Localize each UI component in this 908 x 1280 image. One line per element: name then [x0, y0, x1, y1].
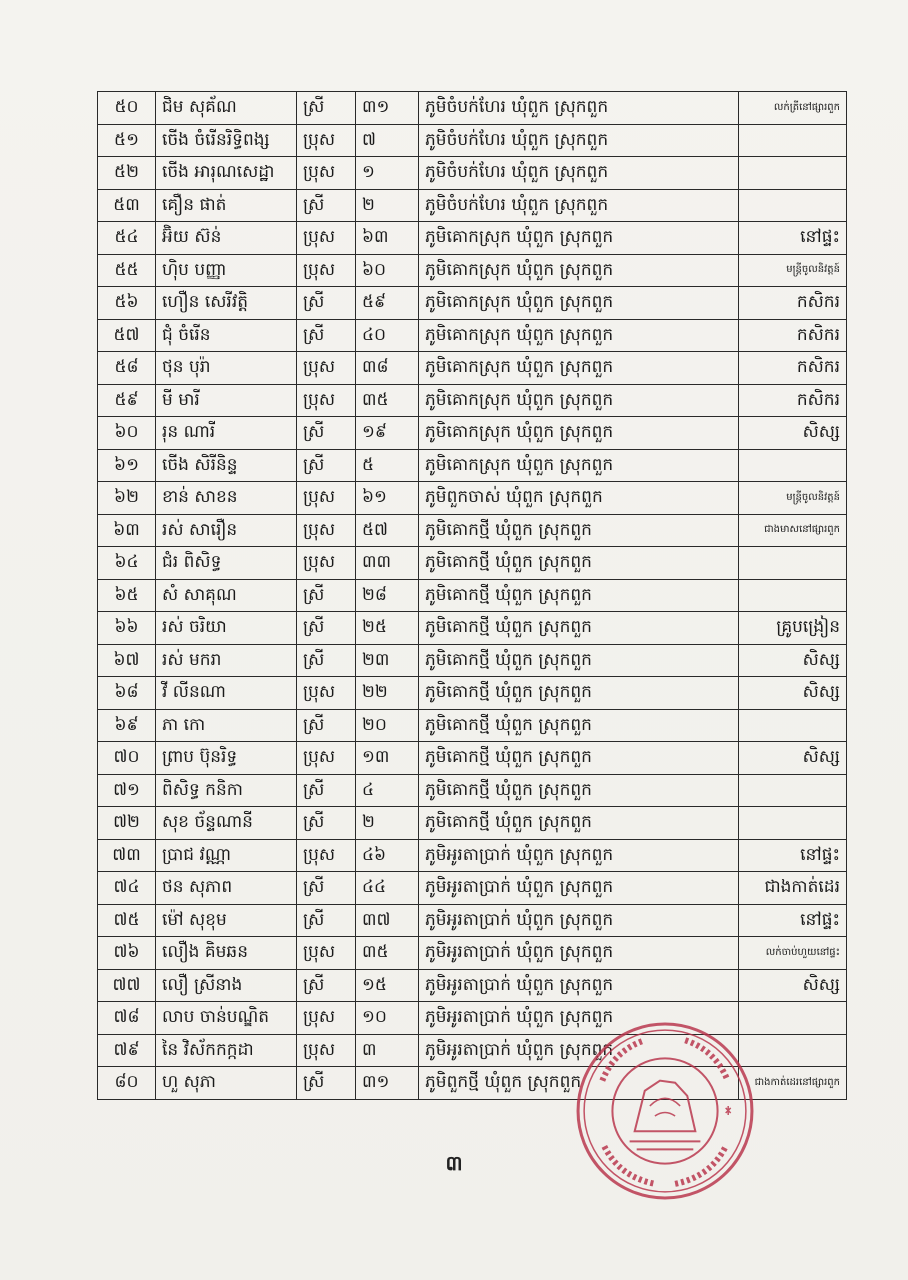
person-occupation: មន្ត្រីចូលនិវត្តន៍ — [739, 254, 847, 287]
row-number: ៧៦ — [98, 937, 156, 970]
person-address: ភូមិអូរតាប្រាក់ ឃុំពួក ស្រុកពួក — [419, 839, 739, 872]
person-age: ៣៥ — [356, 384, 419, 417]
person-address: ភូមិអូរតាប្រាក់ ឃុំពួក ស្រុកពួក — [419, 1034, 739, 1067]
person-name: ភា កោ — [156, 709, 297, 742]
person-name: ខាន់ សាខន — [156, 482, 297, 515]
person-sex: ស្រី — [297, 579, 356, 612]
person-age: ៦៣ — [356, 222, 419, 255]
table-row — [98, 709, 847, 742]
table-row — [98, 677, 847, 710]
row-number: ៦០ — [98, 417, 156, 450]
person-sex: ស្រី — [297, 449, 356, 482]
person-occupation: កសិករ — [739, 352, 847, 385]
person-name: លឿ ស្រីនាង — [156, 969, 297, 1002]
person-occupation: សិស្ស — [739, 417, 847, 450]
person-occupation — [739, 1002, 847, 1035]
person-age: ២៥ — [356, 612, 419, 645]
row-number: ៦៨ — [98, 677, 156, 710]
person-age: ២២ — [356, 677, 419, 710]
row-number: ៥៣ — [98, 189, 156, 222]
person-address: ភូមិគោកស្រុក ឃុំពួក ស្រុកពួក — [419, 352, 739, 385]
person-name: ចើង អារុណសេដ្ឋា — [156, 157, 297, 190]
person-age: ១ — [356, 157, 419, 190]
person-address: ភូមិគោកស្រុក ឃុំពួក ស្រុកពួក — [419, 449, 739, 482]
person-sex: ប្រុស — [297, 124, 356, 157]
person-occupation: លក់ត្រីនៅផ្សារពួក — [739, 92, 847, 125]
person-age: ១៥ — [356, 969, 419, 1002]
table-row — [98, 124, 847, 157]
person-occupation — [739, 124, 847, 157]
person-sex: ប្រុស — [297, 1002, 356, 1035]
person-address: ភូមិគោកថ្មី ឃុំពួក ស្រុកពួក — [419, 514, 739, 547]
row-number: ៥៩ — [98, 384, 156, 417]
person-address: ភូមិគោកស្រុក ឃុំពួក ស្រុកពួក — [419, 287, 739, 320]
person-name: នៃ វិស័កកក្កដា — [156, 1034, 297, 1067]
person-sex: ស្រី — [297, 1067, 356, 1100]
table-row — [98, 482, 847, 515]
table-row — [98, 839, 847, 872]
table-row — [98, 937, 847, 970]
person-age: ៤ — [356, 774, 419, 807]
person-age: ២០ — [356, 709, 419, 742]
row-number: ៦៥ — [98, 579, 156, 612]
person-occupation: សិស្ស — [739, 677, 847, 710]
person-age: ៤៤ — [356, 872, 419, 905]
person-sex: ស្រី — [297, 319, 356, 352]
table-row — [98, 287, 847, 320]
row-number: ៥០ — [98, 92, 156, 125]
person-sex: ស្រី — [297, 612, 356, 645]
person-sex: ប្រុស — [297, 254, 356, 287]
person-age: ៦០ — [356, 254, 419, 287]
person-age: ៣៨ — [356, 352, 419, 385]
table-row — [98, 742, 847, 775]
person-occupation: កសិករ — [739, 287, 847, 320]
person-age: ៦១ — [356, 482, 419, 515]
row-number: ៦២ — [98, 482, 156, 515]
person-address: ភូមិគោកថ្មី ឃុំពួក ស្រុកពួក — [419, 807, 739, 840]
table-row — [98, 417, 847, 450]
table-row — [98, 1002, 847, 1035]
table-row — [98, 222, 847, 255]
row-number: ៦៣ — [98, 514, 156, 547]
person-occupation — [739, 189, 847, 222]
person-name: ចើង សិរីនិន្ទ — [156, 449, 297, 482]
person-sex: ប្រុស — [297, 547, 356, 580]
person-sex: ស្រី — [297, 872, 356, 905]
person-occupation: សិស្ស — [739, 644, 847, 677]
row-number: ៥៦ — [98, 287, 156, 320]
row-number: ៥៥ — [98, 254, 156, 287]
row-number: ៧៣ — [98, 839, 156, 872]
person-sex: ស្រី — [297, 774, 356, 807]
person-age: ៣ — [356, 1034, 419, 1067]
person-address: ភូមិគោកថ្មី ឃុំពួក ស្រុកពួក — [419, 644, 739, 677]
row-number: ៥១ — [98, 124, 156, 157]
person-sex: ស្រី — [297, 644, 356, 677]
table-row — [98, 319, 847, 352]
person-occupation — [739, 807, 847, 840]
person-address: ភូមិអូរតាប្រាក់ ឃុំពួក ស្រុកពួក — [419, 937, 739, 970]
person-age: ២ — [356, 807, 419, 840]
row-number: ៥៧ — [98, 319, 156, 352]
person-occupation — [739, 579, 847, 612]
person-age: ៧ — [356, 124, 419, 157]
table-row — [98, 547, 847, 580]
table-row — [98, 514, 847, 547]
person-sex: ស្រី — [297, 189, 356, 222]
person-age: ៤០ — [356, 319, 419, 352]
person-address: ភូមិអូរតាប្រាក់ ឃុំពួក ស្រុកពួក — [419, 1002, 739, 1035]
person-name: ជិម សុគ័ណ — [156, 92, 297, 125]
person-occupation: លក់ចាប់ហួយនៅផ្ទះ — [739, 937, 847, 970]
person-sex: ស្រី — [297, 904, 356, 937]
person-occupation: នៅផ្ទះ — [739, 222, 847, 255]
person-name: រស់ មករា — [156, 644, 297, 677]
person-name: ម៉ៅ សុខុម — [156, 904, 297, 937]
person-sex: ស្រី — [297, 807, 356, 840]
row-number: ៧៩ — [98, 1034, 156, 1067]
person-occupation — [739, 547, 847, 580]
person-name: ជុំ ចំរើន — [156, 319, 297, 352]
person-name: ពិសិទ្ធ កនិកា — [156, 774, 297, 807]
person-sex: ប្រុស — [297, 937, 356, 970]
person-sex: ស្រី — [297, 417, 356, 450]
person-name: មី មារី — [156, 384, 297, 417]
person-age: ៣៧ — [356, 904, 419, 937]
person-sex: ប្រុស — [297, 222, 356, 255]
person-address: ភូមិគោកស្រុក ឃុំពួក ស្រុកពួក — [419, 254, 739, 287]
person-occupation — [739, 157, 847, 190]
table-row — [98, 807, 847, 840]
person-name: លាប ចាន់បណ្ឌិត — [156, 1002, 297, 1035]
person-age: ៥៧ — [356, 514, 419, 547]
person-sex: ស្រី — [297, 287, 356, 320]
person-name: ចើង ចំរើនរិទ្ធិពង្ស — [156, 124, 297, 157]
person-sex: ប្រុស — [297, 839, 356, 872]
person-address: ភូមិអូរតាប្រាក់ ឃុំពួក ស្រុកពួក — [419, 872, 739, 905]
person-occupation: សិស្ស — [739, 969, 847, 1002]
table-row — [98, 352, 847, 385]
person-occupation: សិស្ស — [739, 742, 847, 775]
person-name: ថុន បុរ៉ា — [156, 352, 297, 385]
person-age: ២៣ — [356, 644, 419, 677]
person-address: ភូមិចំបក់ហែរ ឃុំពួក ស្រុកពួក — [419, 92, 739, 125]
person-name: ប្រាជ វណ្ណា — [156, 839, 297, 872]
person-occupation: គ្រូបង្រៀន — [739, 612, 847, 645]
person-occupation — [739, 1034, 847, 1067]
row-number: ៦៧ — [98, 644, 156, 677]
row-number: ៧៤ — [98, 872, 156, 905]
person-sex: ប្រុស — [297, 1034, 356, 1067]
person-sex: ប្រុស — [297, 384, 356, 417]
person-name: គឿន ផាត់ — [156, 189, 297, 222]
person-address: ភូមិគោកថ្មី ឃុំពួក ស្រុកពួក — [419, 709, 739, 742]
person-sex: ប្រុស — [297, 352, 356, 385]
person-sex: ប្រុស — [297, 482, 356, 515]
person-sex: ប្រុស — [297, 742, 356, 775]
person-address: ភូមិគោកថ្មី ឃុំពួក ស្រុកពួក — [419, 579, 739, 612]
table-row — [98, 872, 847, 905]
person-age: ៣១ — [356, 1067, 419, 1100]
person-address: ភូមិគោកថ្មី ឃុំពួក ស្រុកពួក — [419, 677, 739, 710]
row-number: ៧៧ — [98, 969, 156, 1002]
register-table — [97, 91, 847, 1100]
person-name: ហួ សុភា — [156, 1067, 297, 1100]
row-number: ៦៩ — [98, 709, 156, 742]
person-address: ភូមិចំបក់ហែរ ឃុំពួក ស្រុកពួក — [419, 124, 739, 157]
row-number: ៧០ — [98, 742, 156, 775]
person-sex: ស្រី — [297, 92, 356, 125]
table-row — [98, 157, 847, 190]
person-occupation: ជាងកាត់ដេរ — [739, 872, 847, 905]
person-occupation: ជាងមាសនៅផ្សារពួក — [739, 514, 847, 547]
person-address: ភូមិពួកថ្មី ឃុំពួក ស្រុកពួក — [419, 1067, 739, 1100]
table-row — [98, 189, 847, 222]
person-age: ៥ — [356, 449, 419, 482]
person-occupation — [739, 449, 847, 482]
person-name: រស់ ចរិយា — [156, 612, 297, 645]
person-address: ភូមិចំបក់ហែរ ឃុំពួក ស្រុកពួក — [419, 189, 739, 222]
table-row — [98, 1067, 847, 1100]
table-row — [98, 92, 847, 125]
row-number: ៥៨ — [98, 352, 156, 385]
person-address: ភូមិពួកចាស់ ឃុំពួក ស្រុកពួក — [419, 482, 739, 515]
person-address: ភូមិគោកថ្មី ឃុំពួក ស្រុកពួក — [419, 774, 739, 807]
person-address: ភូមិចំបក់ហែរ ឃុំពួក ស្រុកពួក — [419, 157, 739, 190]
person-name: វី លីនណា — [156, 677, 297, 710]
person-age: ៤៦ — [356, 839, 419, 872]
person-age: ៣៥ — [356, 937, 419, 970]
person-address: ភូមិគោកថ្មី ឃុំពួក ស្រុកពួក — [419, 612, 739, 645]
person-age: ១៣ — [356, 742, 419, 775]
person-name: សំ សាគុណ — [156, 579, 297, 612]
person-name: ជំរ ពិសិទ្ធ — [156, 547, 297, 580]
person-occupation — [739, 709, 847, 742]
person-name: អ៊ិយ ស៊ន់ — [156, 222, 297, 255]
row-number: ៦៤ — [98, 547, 156, 580]
page-number: ៣ — [445, 1151, 463, 1175]
person-occupation: មន្ត្រីចូលនិវត្តន៍ — [739, 482, 847, 515]
person-age: ៥៩ — [356, 287, 419, 320]
person-name: ព្រាប ប៊ុនរិទ្ធ — [156, 742, 297, 775]
person-age: ១០ — [356, 1002, 419, 1035]
person-name: រស់ សារឿន — [156, 514, 297, 547]
row-number: ៥២ — [98, 157, 156, 190]
person-age: ២ — [356, 189, 419, 222]
person-occupation: នៅផ្ទះ — [739, 904, 847, 937]
person-address: ភូមិគោកស្រុក ឃុំពួក ស្រុកពួក — [419, 222, 739, 255]
row-number: ៧១ — [98, 774, 156, 807]
table-row — [98, 449, 847, 482]
person-address: ភូមិគោកស្រុក ឃុំពួក ស្រុកពួក — [419, 417, 739, 450]
person-name: ថន សុភាព — [156, 872, 297, 905]
row-number: ៥៤ — [98, 222, 156, 255]
person-address: ភូមិគោកថ្មី ឃុំពួក ស្រុកពួក — [419, 742, 739, 775]
table-row — [98, 384, 847, 417]
person-name: រុន ណារី — [156, 417, 297, 450]
table-row — [98, 612, 847, 645]
person-sex: ប្រុស — [297, 514, 356, 547]
person-occupation: ជាងកាត់ដេរនៅផ្សារពួក — [739, 1067, 847, 1100]
person-sex: ស្រី — [297, 969, 356, 1002]
person-name: ហឿន សេរីវត្តិ — [156, 287, 297, 320]
person-age: ៣៣ — [356, 547, 419, 580]
person-address: ភូមិអូរតាប្រាក់ ឃុំពួក ស្រុកពួក — [419, 969, 739, 1002]
person-name: សុខ ច័ន្ទណានី — [156, 807, 297, 840]
person-address: ភូមិគោកស្រុក ឃុំពួក ស្រុកពួក — [419, 319, 739, 352]
row-number: ៨០ — [98, 1067, 156, 1100]
person-occupation: នៅផ្ទះ — [739, 839, 847, 872]
person-sex: ប្រុស — [297, 157, 356, 190]
row-number: ៧៨ — [98, 1002, 156, 1035]
row-number: ៦១ — [98, 449, 156, 482]
person-occupation: កសិករ — [739, 319, 847, 352]
person-name: ហ៊ិប បញ្ញា — [156, 254, 297, 287]
person-sex: ប្រុស — [297, 677, 356, 710]
table-row — [98, 969, 847, 1002]
person-address: ភូមិគោកថ្មី ឃុំពួក ស្រុកពួក — [419, 547, 739, 580]
table-row — [98, 774, 847, 807]
person-age: ២៨ — [356, 579, 419, 612]
row-number: ៦៦ — [98, 612, 156, 645]
person-occupation: កសិករ — [739, 384, 847, 417]
table-row — [98, 1034, 847, 1067]
table-row — [98, 254, 847, 287]
table-row — [98, 904, 847, 937]
table-row — [98, 579, 847, 612]
person-sex: ស្រី — [297, 709, 356, 742]
person-age: ៣១ — [356, 92, 419, 125]
person-address: ភូមិអូរតាប្រាក់ ឃុំពួក ស្រុកពួក — [419, 904, 739, 937]
person-occupation — [739, 774, 847, 807]
person-age: ១៩ — [356, 417, 419, 450]
person-address: ភូមិគោកស្រុក ឃុំពួក ស្រុកពួក — [419, 384, 739, 417]
table-row — [98, 644, 847, 677]
person-name: លឿង គិមឆន — [156, 937, 297, 970]
row-number: ៧២ — [98, 807, 156, 840]
row-number: ៧៥ — [98, 904, 156, 937]
